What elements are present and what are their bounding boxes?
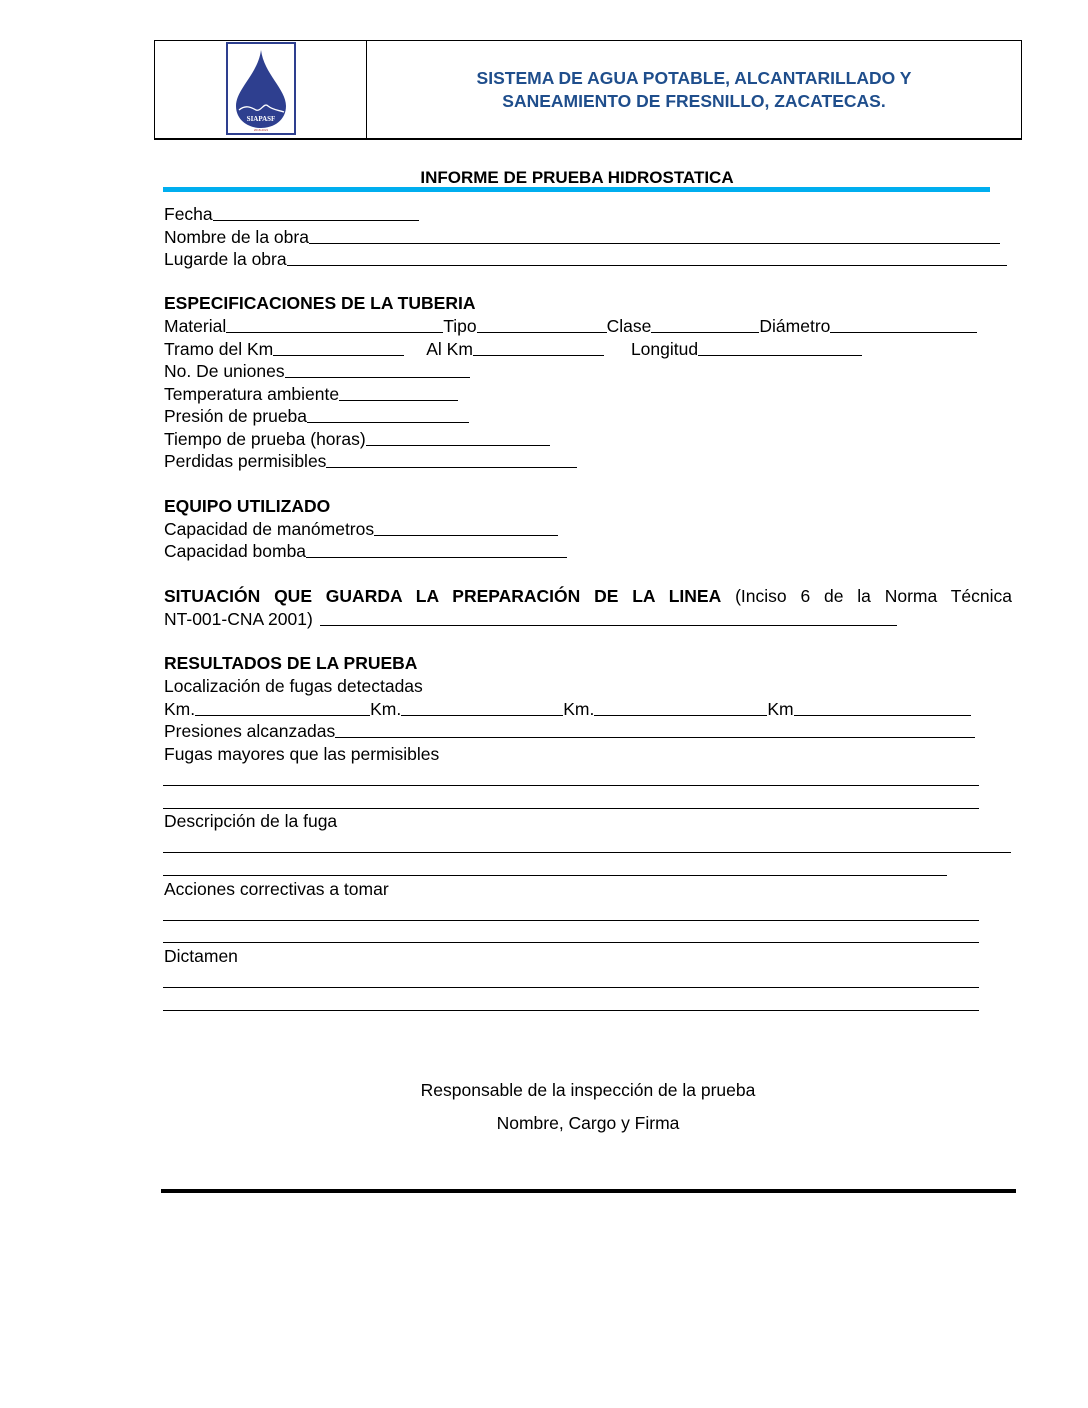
km-row: [164, 698, 971, 720]
document-header: [154, 40, 1022, 140]
temperatura-field[interactable]: [164, 383, 458, 405]
acciones-line-1[interactable]: [163, 920, 979, 921]
material-input[interactable]: [226, 315, 443, 333]
diametro-input[interactable]: [830, 315, 977, 333]
fugas-line-2[interactable]: [163, 808, 979, 809]
fugas-mayores-label: Fugas mayores que las permisibles: [164, 744, 440, 764]
bomba-field[interactable]: [164, 540, 567, 562]
svg-text:2018-2021: 2018-2021: [253, 128, 269, 132]
organization-name: [367, 41, 1021, 138]
km4-label: Km: [767, 699, 794, 719]
acciones-label: Acciones correctivas a tomar: [164, 879, 389, 899]
perdidas-field[interactable]: [164, 450, 577, 472]
uniones-input[interactable]: [285, 360, 470, 378]
perdidas-label: Perdidas permisibles: [164, 451, 327, 471]
situacion-heading: SITUACIÓN QUE GUARDA LA PREPARACIÓN DE LA LINEA: [164, 586, 722, 606]
fecha-field[interactable]: [164, 203, 419, 225]
bomba-input[interactable]: [306, 540, 567, 558]
nombre-obra-field[interactable]: [164, 226, 1000, 248]
equipo-heading: EQUIPO UTILIZADO: [164, 496, 331, 516]
title-divider: [163, 187, 990, 192]
presiones-label: Presiones alcanzadas: [164, 721, 336, 741]
km1-input[interactable]: [195, 698, 370, 716]
uniones-field[interactable]: [164, 360, 470, 382]
manometros-input[interactable]: [374, 518, 558, 536]
uniones-label: No. De uniones: [164, 361, 285, 381]
tiempo-input[interactable]: [366, 428, 550, 446]
descripcion-label: Descripción de la fuga: [164, 811, 338, 831]
nombre-obra-label: Nombre de la obra: [164, 227, 309, 247]
norma-label: NT-001-CNA 2001): [164, 609, 313, 629]
dictamen-label: Dictamen: [164, 946, 238, 966]
presion-input[interactable]: [307, 405, 469, 423]
svg-text:SIAPASF: SIAPASF: [246, 115, 276, 123]
document-title: [164, 168, 990, 188]
fecha-label: Fecha: [164, 204, 213, 224]
localizacion-label: Localización de fugas detectadas: [164, 676, 423, 696]
dictamen-line-1[interactable]: [163, 987, 979, 988]
situacion-note: (Inciso 6 de la Norma Técnica: [735, 586, 1013, 606]
tiempo-field[interactable]: [164, 428, 550, 450]
al-km-label: Al Km: [426, 339, 473, 359]
signature-line[interactable]: [161, 1189, 1016, 1193]
material-label: Material: [164, 316, 227, 336]
especificaciones-heading: ESPECIFICACIONES DE LA TUBERIA: [164, 293, 476, 313]
presiones-field[interactable]: [164, 720, 975, 742]
clase-label: Clase: [606, 316, 652, 336]
responsable-label: Responsable de la inspección de la prueba: [420, 1080, 756, 1100]
manometros-label: Capacidad de manómetros: [164, 519, 375, 539]
km3-input[interactable]: [594, 698, 767, 716]
logo-cell: [155, 41, 367, 138]
tramo-input[interactable]: [273, 338, 404, 356]
presion-label: Presión de prueba: [164, 406, 308, 426]
temperatura-label: Temperatura ambiente: [164, 384, 340, 404]
presiones-input[interactable]: [335, 720, 975, 738]
tramo-row: [164, 338, 862, 360]
km1-label: Km.: [164, 699, 196, 719]
situacion-input[interactable]: [320, 608, 897, 626]
longitud-label: Longitud: [630, 339, 699, 359]
fecha-input[interactable]: [213, 203, 419, 221]
descripcion-line-2[interactable]: [163, 875, 947, 876]
lugar-obra-field[interactable]: [164, 248, 1007, 270]
tiempo-label: Tiempo de prueba (horas): [164, 429, 366, 449]
material-row: [164, 315, 977, 337]
lugar-obra-label: Lugarde la obra: [164, 249, 287, 269]
clase-input[interactable]: [651, 315, 759, 333]
al-km-input[interactable]: [473, 338, 604, 356]
nombre-obra-input[interactable]: [309, 226, 1000, 244]
perdidas-input[interactable]: [326, 450, 577, 468]
org-line-1: SISTEMA DE AGUA POTABLE, ALCANTARILLADO Y: [476, 67, 912, 88]
fugas-line-1[interactable]: [163, 785, 979, 786]
km2-label: Km.: [370, 699, 402, 719]
lugar-obra-input[interactable]: [287, 248, 1007, 266]
tramo-label: Tramo del Km: [164, 339, 274, 359]
tipo-input[interactable]: [477, 315, 607, 333]
diametro-label: Diámetro: [759, 316, 831, 336]
resultados-heading: RESULTADOS DE LA PRUEBA: [164, 653, 418, 673]
presion-field[interactable]: [164, 405, 469, 427]
longitud-input[interactable]: [698, 338, 862, 356]
org-line-2: SANEAMIENTO DE FRESNILLO, ZACATECAS.: [502, 90, 886, 111]
descripcion-line-1[interactable]: [163, 852, 1011, 853]
km2-input[interactable]: [401, 698, 563, 716]
temperatura-input[interactable]: [339, 383, 458, 401]
acciones-line-2[interactable]: [163, 942, 979, 943]
situacion-paragraph: [164, 585, 1012, 608]
bomba-label: Capacidad bomba: [164, 541, 307, 561]
siapasf-logo: [226, 42, 296, 135]
title-text: INFORME DE PRUEBA HIDROSTATICA: [420, 168, 734, 187]
firma-label: Nombre, Cargo y Firma: [496, 1113, 680, 1133]
km4-input[interactable]: [794, 698, 971, 716]
km3-label: Km.: [563, 699, 595, 719]
tipo-label: Tipo: [443, 316, 477, 336]
norma-field[interactable]: [164, 608, 897, 630]
dictamen-line-2[interactable]: [163, 1010, 979, 1011]
manometros-field[interactable]: [164, 518, 558, 540]
